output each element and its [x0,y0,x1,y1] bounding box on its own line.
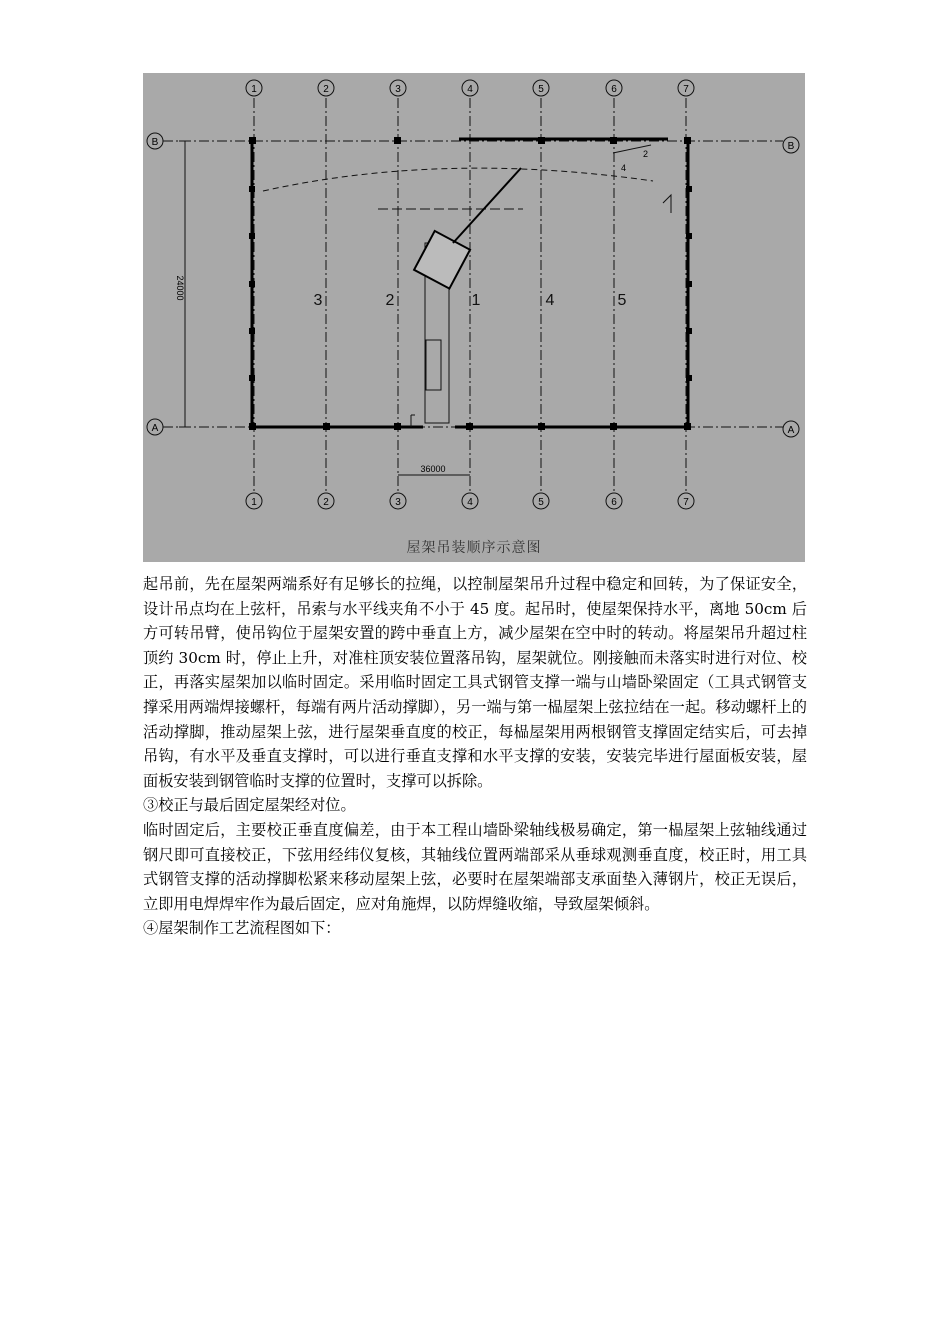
svg-text:2: 2 [323,497,329,508]
svg-text:A: A [787,425,795,436]
axis-label: 7 [683,84,689,95]
side-axis-markers [147,133,799,437]
svg-text:A: A [151,423,159,434]
plan-drawing [143,73,805,562]
figure-caption: 屋架吊装顺序示意图 [406,540,542,556]
paragraph: ④屋架制作工艺流程图如下： [143,919,341,938]
svg-text:5: 5 [617,292,627,309]
top-axis-markers [246,80,694,96]
svg-text:5: 5 [538,497,544,508]
svg-text:7: 7 [683,497,689,508]
paragraph: ③校正与最后固定屋架经对位。 [143,796,356,815]
svg-text:2: 2 [385,292,395,309]
bottom-axis-markers [246,493,694,509]
svg-text:4: 4 [545,292,555,309]
bay-dimension: 36000 [420,464,446,474]
svg-text:3: 3 [313,292,323,309]
body-text [143,572,807,941]
crane [263,145,671,427]
axis-label: 3 [395,84,401,95]
svg-text:4: 4 [467,497,473,508]
svg-text:B: B [151,137,159,148]
span-dimension: 24000 [175,275,185,301]
axis-label: 6 [611,84,617,95]
svg-text:3: 3 [395,497,401,508]
crane-mark: 4 [621,163,627,173]
paragraph: 起吊前，先在屋架两端系好有足够长的拉绳，以控制屋架吊升过程中稳定和回转，为了保证安全，设计吊点均在上弦杆，吊索与水平线夹角不小于 45 度。起吊时，使屋架保持水平，离地 50cm 后方可转吊臂，使吊钩位于屋架安置的跨中垂直上方，减少屋架在空中时的转动。将屋架吊升超过柱顶约 30cm 时，停止上升，对准柱顶安装位置落吊钩，屋架就位。刚接触而未落实时进行对位、校正，再落实屋架加以临时固定。采用临时固定工具式钢管支撑一端与山墙卧梁固定（工具式钢管支撑采用两端焊接螺杆，每端有两片活动撑脚），另一端与第一榀屋架上弦拉结在一起。移动螺杆上的活动撑脚，推动屋架上弦，进行屋架垂直度的校正，每榀屋架用两根钢管支撑固定结实后，可去掉吊钩，有水平及垂直支撑时，可以进行垂直支撑和水平支撑的安装，安装完毕进行屋面板安装，屋面板安装到钢管临时支撑的位置时，支撑可以拆除。 [143,575,807,790]
axis-label: 1 [251,84,257,95]
svg-text:6: 6 [611,497,617,508]
svg-text:B: B [787,141,795,152]
paragraph: 临时固定后，主要校正垂直度偏差，由于本工程山墙卧梁轴线极易确定，第一榀屋架上弦轴线通过钢尺即可直接校正，下弦用经纬仪复核，其轴线位置两端部采从垂球观测垂直度，校正时，用工具式钢管支撑的活动撑脚松紧来移动屋架上弦，必要时在屋架端部支承面垫入薄钢片，校正无误后，立即用电焊焊牢作为最后固定，应对角施焊，以防焊缝收缩，导致屋架倾斜。 [143,820,807,913]
crane-mark: 2 [643,149,649,159]
erection-sequence-figure [143,73,805,562]
svg-text:1: 1 [471,292,481,309]
svg-text:1: 1 [251,497,257,508]
axis-label: 4 [467,84,473,95]
axis-label: 2 [323,84,329,95]
axis-label: 5 [538,84,544,95]
